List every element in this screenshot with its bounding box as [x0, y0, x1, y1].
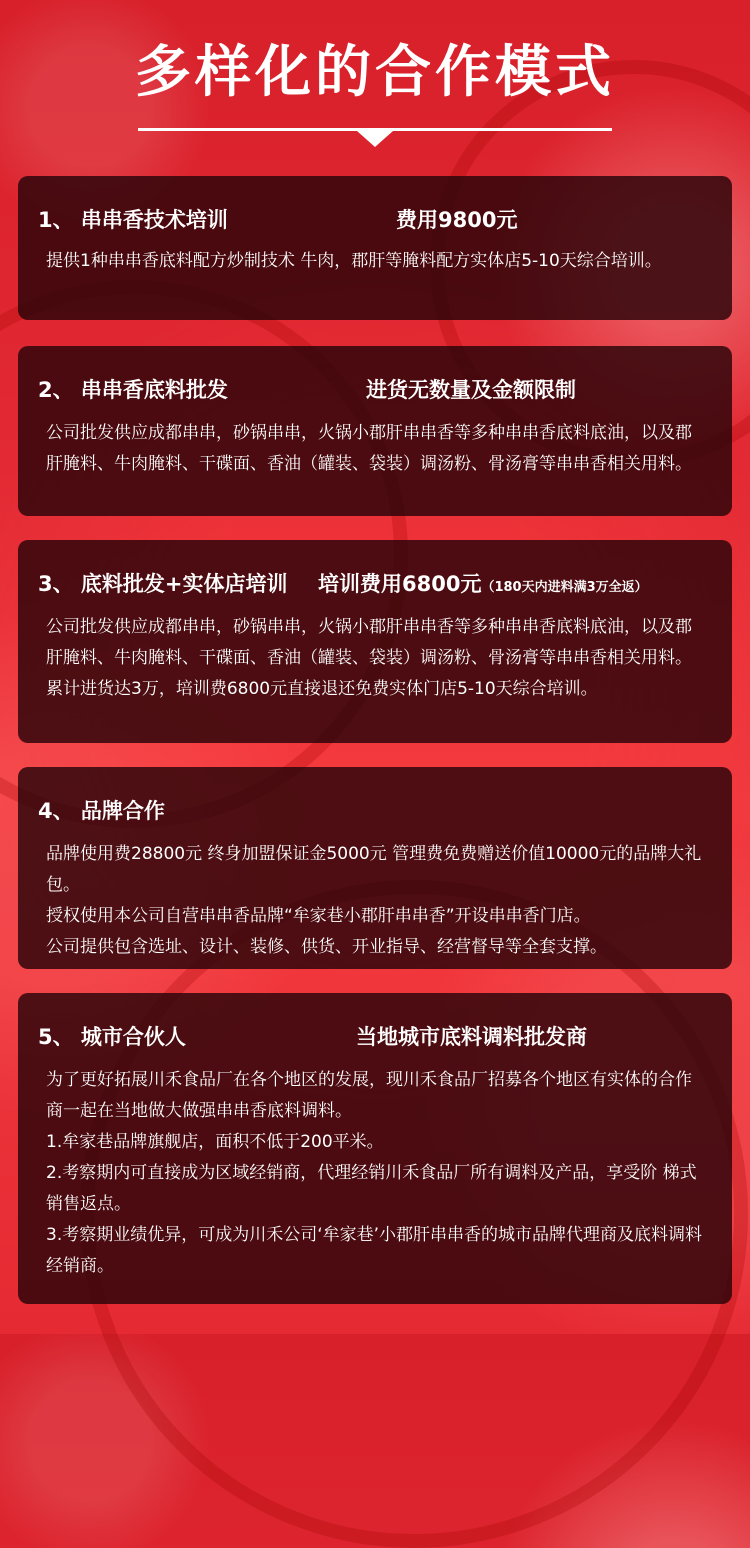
- card-text: 公司提供包含选址、设计、装修、供货、开业指导、经营督导等全套支撑。: [46, 937, 607, 957]
- cooperation-card-4: [18, 767, 732, 969]
- cooperation-card-1: [18, 176, 732, 320]
- cooperation-card-3: [18, 540, 732, 743]
- card-highlight: 进货无数量及金额限制: [366, 378, 576, 402]
- card-text: 授权使用本公司自营串串香品牌“牟家巷小郡肝串串香”开设串串香门店。: [46, 906, 591, 926]
- page-title: 多样化的合作模式: [135, 40, 615, 105]
- cooperation-card-5: [18, 993, 732, 1304]
- card-text: 1.牟家巷品牌旗舰店，面积不低于200平米。: [46, 1132, 384, 1152]
- cooperation-card-2: [18, 346, 732, 516]
- card-text: 为了更好拓展川禾食品厂在各个地区的发展，现川禾食品厂招募各个地区有实体的合作商一起在当地做大做强串串香底料调料。: [46, 1070, 692, 1121]
- card-text: 公司批发供应成都串串，砂锅串串，火锅小郡肝串串香等多种串串香底料底油，以及郡肝腌料、牛肉腌料、干碟面、香油（罐装、袋装）调汤粉、骨汤膏等串串香相关用料。: [46, 423, 692, 474]
- card-text: 品牌使用费28800元 终身加盟保证金5000元 管理费免费赠送价值10000元的品牌大礼包。: [46, 844, 702, 895]
- card-heading: 5、 城市合伙人: [38, 1025, 186, 1049]
- card-heading: 4、 品牌合作: [38, 799, 165, 823]
- card-heading: 1、 串串香技术培训: [38, 208, 228, 232]
- title-divider-notch: [357, 131, 393, 147]
- card-heading: 2、 串串香底料批发: [38, 378, 228, 402]
- card-highlight: 费用9800元: [396, 208, 518, 232]
- card-note: （180天内进料满3万全返）: [481, 580, 648, 595]
- card-highlight: 当地城市底料调料批发商: [356, 1025, 587, 1049]
- card-text: 提供1种串串香底料配方炒制技术 牛肉，郡肝等腌料配方实体店5-10天综合培训。: [46, 251, 662, 271]
- card-heading: 3、 底料批发+实体店培训: [38, 572, 288, 596]
- card-text: 3.考察期业绩优异，可成为川禾公司‘牟家巷’小郡肝串串香的城市品牌代理商及底料调料经销商。: [46, 1225, 703, 1276]
- card-text: 2.考察期内可直接成为区域经销商，代理经销川禾食品厂所有调料及产品，享受阶 梯式销售返点。: [46, 1163, 697, 1214]
- card-highlight: 培训费用6800元: [318, 572, 482, 596]
- card-text: 公司批发供应成都串串，砂锅串串，火锅小郡肝串串香等多种串串香底料底油，以及郡肝腌料、牛肉腌料、干碟面、香油（罐装、袋装）调汤粉、骨汤膏等串串香相关用料。累计进货达3万，培训费6800元直接退还免费实体门店5-10天综合培训。: [46, 617, 692, 699]
